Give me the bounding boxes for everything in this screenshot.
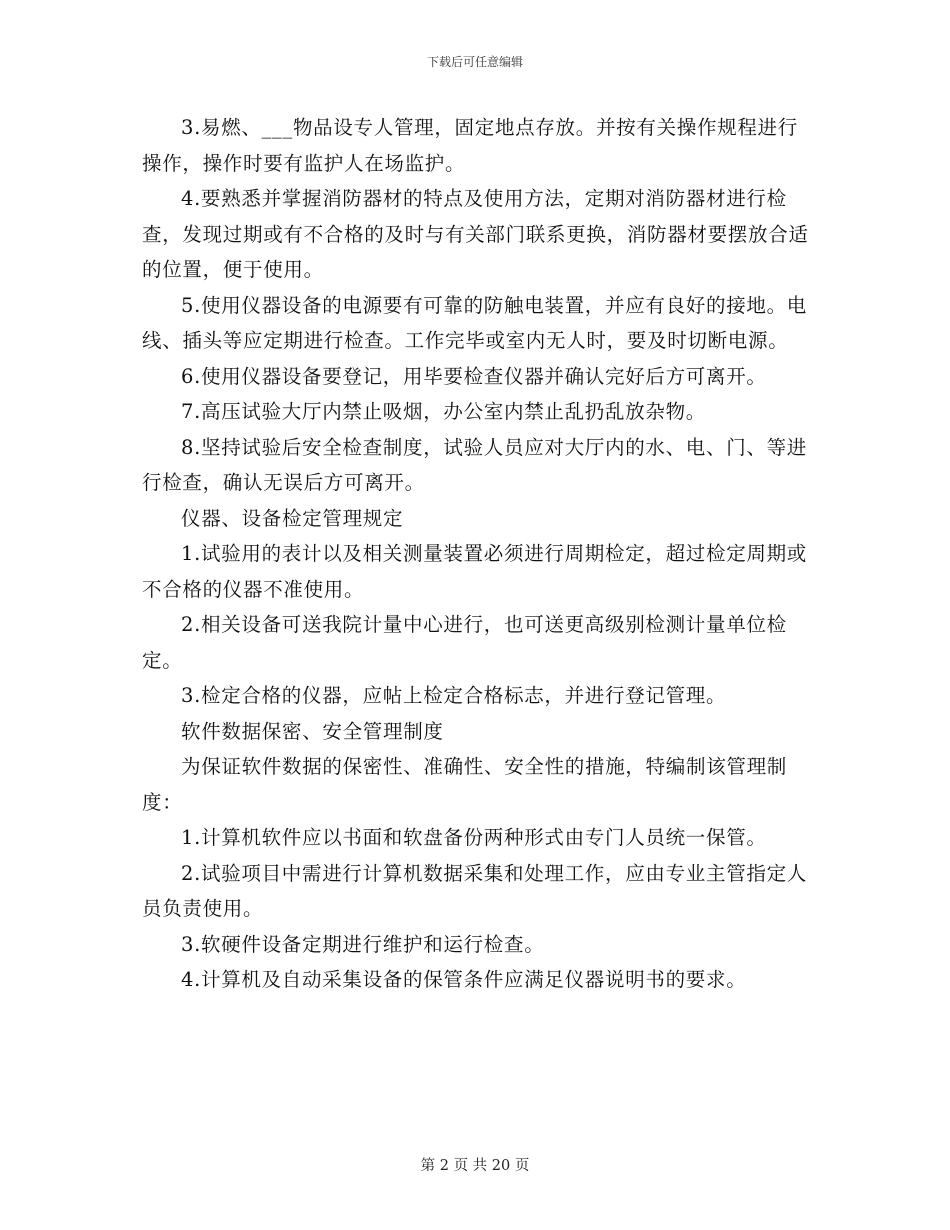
paragraph-rule-4-fire-equipment: 4.要熟悉并掌握消防器材的特点及使用方法，定期对消防器材进行检查，发现过期或有不合格的及时与有关部门联系更换，消防器材要摆放合适的位置，便于使用。: [142, 187, 809, 281]
paragraph-calibration-3: 3.检定合格的仪器，应帖上检定合格标志，并进行登记管理。: [181, 684, 727, 707]
paragraph-rule-6-registration: 6.使用仪器设备要登记，用毕要检查仪器并确认完好后方可离开。: [181, 364, 767, 388]
section-heading-calibration: 仪器、设备检定管理规定: [181, 506, 404, 530]
page-header: 下载后可任意编辑: [426, 55, 523, 69]
paragraph-rule-3-flammables: 3.易燃、___物品设专人管理，固定地点存放。并按有关操作规程进行操作，操作时要有监护人在场监护。: [142, 116, 798, 175]
paragraph-calibration-1: 1.试验用的表计以及相关测量装置必须进行周期检定，超过检定周期或不合格的仪器不准使用。: [142, 542, 808, 601]
paragraph-rule-5-power: 5.使用仪器设备的电源要有可靠的防触电装置，并应有良好的接地。电线、插头等应定期进行检查。工作完毕或室内无人时，要及时切断电源。: [142, 293, 808, 352]
paragraph-software-4: 4.计算机及自动采集设备的保管条件应满足仪器说明书的要求。: [181, 968, 747, 991]
paragraph-rule-7-no-smoking: 7.高压试验大厅内禁止吸烟，办公室内禁止乱扔乱放杂物。: [181, 400, 707, 423]
page-number-footer: 第 2 页 共 20 页: [420, 1158, 530, 1174]
paragraph-rule-8-safety-check: 8.坚持试验后安全检查制度，试验人员应对大厅内的水、电、门、等进行检查，确认无误后方可离开。: [142, 435, 808, 494]
paragraph-software-intro: 为保证软件数据的保密性、准确性、安全性的措施，特编制该管理制度：: [142, 755, 788, 814]
section-heading-software-security: 软件数据保密、安全管理制度: [181, 719, 444, 743]
paragraph-software-3: 3.软硬件设备定期进行维护和运行检查。: [181, 932, 545, 956]
paragraph-software-1: 1.计算机软件应以书面和软盘备份两种形式由专门人员统一保管。: [181, 826, 767, 849]
document-body: [142, 110, 812, 998]
paragraph-software-2: 2.试验项目中需进行计算机数据采集和处理工作，应由专业主管指定人员负责使用。: [142, 861, 808, 920]
paragraph-calibration-2: 2.相关设备可送我院计量中心进行，也可送更高级别检测计量单位检定。: [142, 613, 787, 672]
